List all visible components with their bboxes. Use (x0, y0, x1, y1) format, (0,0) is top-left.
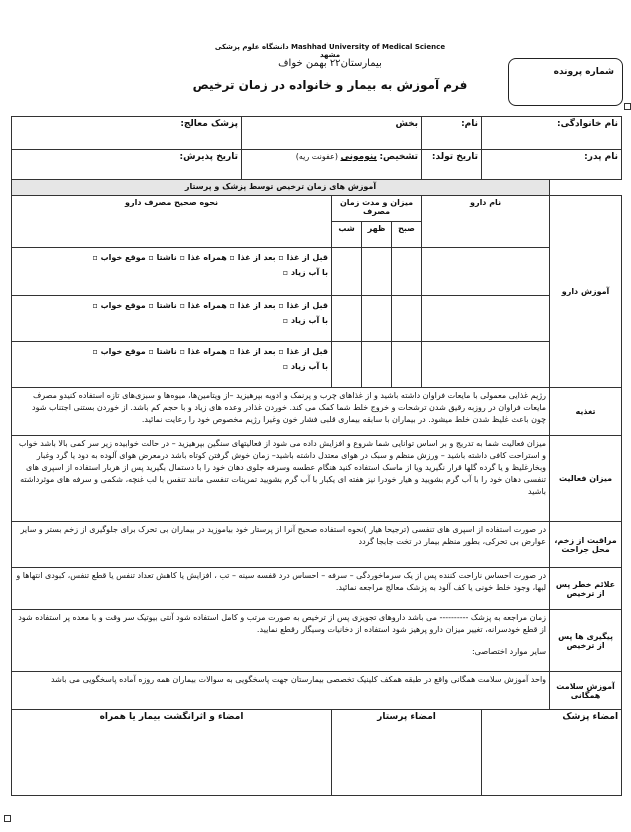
doctor-signature-cell[interactable]: امضاء پزشک (482, 710, 622, 796)
file-number-label: شماره پرونده (553, 67, 614, 77)
night-header: شب (332, 222, 362, 248)
drug-name-header: نام دارو (422, 196, 550, 248)
dose-noon-cell[interactable] (362, 248, 392, 296)
discharge-form-table (11, 116, 622, 796)
dose-night-cell[interactable] (332, 296, 362, 342)
file-number-box[interactable] (508, 58, 623, 106)
followup-text: زمان مراجعه به پزشک ---------- می باشد داروهای تجویزی پس از ترخیص به صورت مرتب و کامل استفاده شود آنتی بیوتیک سر وقت و با معده پر استفاده شود از قطع خودسرانه، تغییر میزان دارو پرهیز شود استفاده از دخانیات وسیگار رقطع نمایید. (18, 613, 547, 634)
dose-morning-cell[interactable] (392, 296, 422, 342)
patient-signature-cell[interactable]: امضاء و اثرانگشت بیمار یا همراه (12, 710, 332, 796)
university-name: Mashhad University of Medical Science دانشگاه علوم پزشکی مشهد (214, 43, 446, 59)
admission-date-cell[interactable]: تاریخ پذیرش: (12, 150, 242, 180)
morning-header: صبح (392, 222, 422, 248)
usage-options-cell[interactable]: قبل از غذا ▫ بعد از غذا ▫ همراه غذا ▫ ناشتا ▫ موقع خواب ▫ با آب زیاد ▫ (12, 296, 332, 342)
section-title: آموزش های زمان ترخیص توسط پزشک و پرستار (12, 180, 550, 196)
drug-name-cell[interactable] (422, 342, 550, 388)
name-cell[interactable]: نام: (422, 117, 482, 150)
birth-date-cell[interactable]: تاریخ تولد: (422, 150, 482, 180)
form-title: فرم آموزش به بیمار و خانواده در زمان ترخیص (192, 78, 468, 92)
dose-morning-cell[interactable] (392, 248, 422, 296)
nurse-signature-cell[interactable]: امضاء پرستار (332, 710, 482, 796)
health-education-label: آموزش سلامت همگانی (550, 672, 622, 710)
danger-signs-text: در صورت احساس ناراحت کننده پس از یک سرماخوردگی – سرفه – احساس درد قفسه سینه – تب ، افزایش یا کاهش تعداد تنفس یا قطع تنفس، کبودی انتهاها و لبها، وجود خلط خونی یا کف آلود به پزشک معالج مراجعه نمائید. (12, 568, 550, 610)
surname-cell[interactable]: نام خانوادگی: (482, 117, 622, 150)
corner-mark (624, 103, 631, 110)
doctor-cell[interactable]: پزشک معالج: (12, 117, 242, 150)
usage-options-cell[interactable]: قبل از غذا ▫ بعد از غذا ▫ همراه غذا ▫ ناشتا ▫ موقع خواب ▫ با آب زیاد ▫ (12, 342, 332, 388)
nutrition-text: رژیم غذایی معمولی با مایعات فراوان داشته باشید و از غذاهای چرب و پرنمک و ادویه بپرهیزید –از ویتامین‌ها، میوه‌ها و سبزی‌های تازه استفاده کنیدو مصرف مایعات فراوان در روزبه رقیق شدن ترشحات و خروج خلط شما کمک می کند. خوردن غذادر وعده های زیاد و با حجم کم باشد. از خوردن بستنی اجتناب شود چون باعث غلیظ شدن خلط میشود. در بیماران با سابقه بیماری قلبی فشار خون وغیرا رژیم مخصوص خود را رعایت نمائید. (12, 388, 550, 436)
med-section-label: آموزش دارو (550, 196, 622, 388)
wound-label: مراقبت از زخم، محل جراحت (550, 522, 622, 568)
drug-name-cell[interactable] (422, 248, 550, 296)
nutrition-label: تغذیه (550, 388, 622, 436)
hospital-name: بیمارستان۲۲ بهمن خواف (278, 58, 382, 69)
noon-header: ظهر (362, 222, 392, 248)
diagnosis-cell[interactable]: تشخیص: پنومونی (عفونت ریه) (242, 150, 422, 180)
dose-night-cell[interactable] (332, 248, 362, 296)
father-name-cell[interactable]: نام پدر: (482, 150, 622, 180)
usage-options-cell[interactable]: قبل از غذا ▫ بعد از غذا ▫ همراه غذا ▫ ناشتا ▫ موقع خواب ▫ با آب زیاد ▫ (12, 248, 332, 296)
dose-noon-cell[interactable] (362, 342, 392, 388)
followup-specific: سایر موارد اختصاصی: (471, 647, 547, 656)
dose-night-cell[interactable] (332, 342, 362, 388)
usage-header: نحوه صحیح مصرف دارو (12, 196, 332, 248)
wound-text: در صورت استفاده از اسپری های تنفسی (ترجیحا هیار )نحوه استفاده صحیح آنرا از پرستار خود بیاموزید در بیماران بی تحرک برای جلوگیری از زخم بستر و سایر عوارض بی تحرکی، بطور منظم بیمار در تخت جابجا گردد (12, 522, 550, 568)
drug-name-cell[interactable] (422, 296, 550, 342)
health-education-text: واحد آموزش سلامت همگانی واقع در طبقه همکف کلینیک تخصصی بیمارستان جهت پاسخگویی به سوالات بیماران همه روزه آماده پاسخگویی می باشد (12, 672, 550, 710)
corner-mark (4, 815, 11, 822)
followup-cell (12, 610, 550, 672)
dose-noon-cell[interactable] (362, 296, 392, 342)
diagnosis-note: (عفونت ریه) (295, 152, 338, 161)
activity-text: میزان فعالیت شما به تدریج و بر اساس توانایی شما شروع و افزایش داده می شود از فعالیتهای سنگین بپرهیزید – در حالت خوابیده زیر سر کمی بالا باشد خواب و استراحت کافی داشته باشید – ورزش منظم و سبک در هوای معتدل داشته باشید– زمان خوش گرفتن کوتاه باشد درمعرض هوای آلوده به دود یا گرد وغبار وبخارغلیظ و یا گرده گلها قرار نگیرید ویا از ماسک استفاده کنید هنگام عطسه وسرفه جلوی دهان خود را با دستمال بگیرید پس از هربار استفاده از اسپری های تنفسی دهان خود را با آب گرم بشویید و هیار خودرا نیز هفته ای یکبار با آب گرم بشویید تمرینات تنفسی مانند تنفس با لب غنچه، شکمی و سرفه های موثرداشته باشید (12, 436, 550, 522)
followup-label: پیگیری ها پس از ترخیص (550, 610, 622, 672)
activity-label: میزان فعالیت (550, 436, 622, 522)
dose-morning-cell[interactable] (392, 342, 422, 388)
amount-header: میزان و مدت زمان مصرف (332, 196, 422, 222)
diagnosis-value: پنومونی (340, 152, 377, 162)
danger-signs-label: علائم خطر پس از ترخیص (550, 568, 622, 610)
ward-cell[interactable]: بخش (242, 117, 422, 150)
